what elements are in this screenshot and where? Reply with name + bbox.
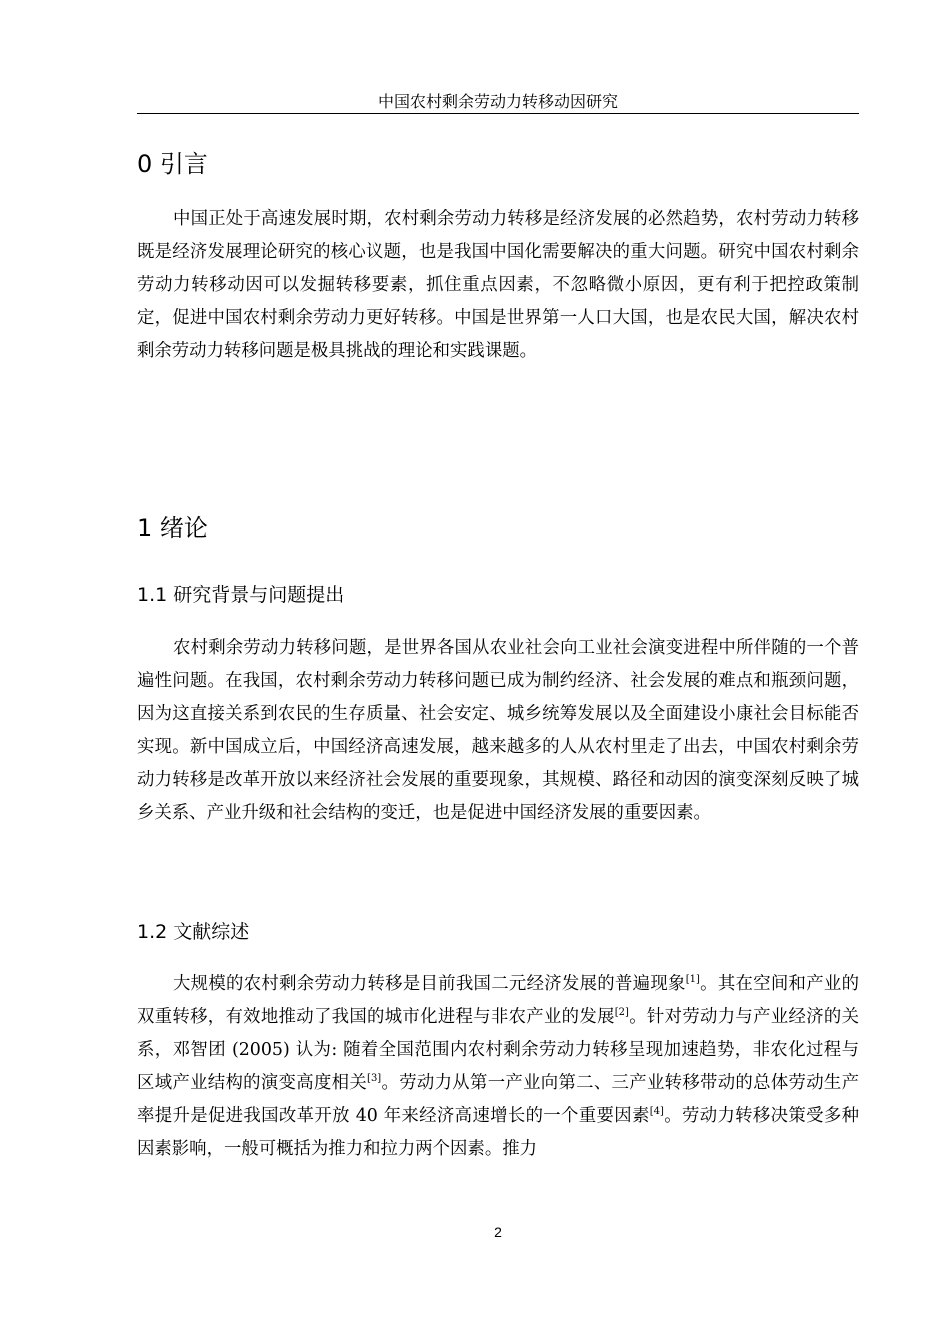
intro-heading: 0 引言 (137, 150, 208, 178)
running-header: 中国农村剩余劳动力转移动因研究 (377, 92, 618, 111)
text-segment: 大规模的农村剩余劳动力转移是目前我国二元经济发展的普遍现象 (173, 974, 686, 994)
citation-2: [2] (614, 1007, 629, 1019)
citation-3: [3] (367, 1073, 382, 1085)
text-segment: 。其在空间和产业的双重转移，有效地推动了我国的城市化进程与非农产业的发展 (137, 974, 859, 1027)
header-rule (137, 113, 859, 114)
citation-4: [4] (649, 1106, 664, 1118)
section-1-1-paragraph: 农村剩余劳动力转移问题，是世界各国从农业社会向工业社会演变进程中所伴随的一个普遍性问题。在我国，农村剩余劳动力转移问题已成为制约经济、社会发展的难点和瓶颈问题，因为这直接关系到农民的生存质量、社会安定、城乡统筹发展以及全面建设小康社会目标能否实现。新中国成立后，中国经济高速发展，越来越多的人从农村里走了出去，中国农村剩余劳动力转移是改革开放以来经济社会发展的重要现象，其规模、路径和动因的演变深刻反映了城乡关系、产业升级和社会结构的变迁，也是促进中国经济发展的重要因素。 (137, 638, 859, 823)
section-1-2-paragraph (137, 968, 859, 1166)
text-segment: 。针对劳动力与产业经济的关系，邓智团 (2005) 认为: 随着全国范围内农村剩余劳动力转移呈现加速趋势，非农化过程与区域产业结构的演变高度相关 (137, 1007, 859, 1093)
section-1-1-heading: 1.1 研究背景与问题提出 (137, 584, 345, 606)
text-segment: 。劳动力从第一产业向第二、三产业转移带动的总体劳动生产率提升是促进我国改革开放 40 年来经济高速增长的一个重要因素 (137, 1073, 859, 1126)
section-1-2-heading: 1.2 文献综述 (137, 921, 250, 943)
chapter1-heading: 1 绪论 (137, 514, 208, 542)
page-number: 2 (494, 1224, 502, 1240)
text-segment: 。劳动力转移决策受多种因素影响，一般可概括为推力和拉力两个因素。推力 (137, 1106, 859, 1159)
intro-paragraph: 中国正处于高速发展时期，农村剩余劳动力转移是经济发展的必然趋势，农村劳动力转移既是经济发展理论研究的核心议题，也是我国中国化需要解决的重大问题。研究中国农村剩余劳动力转移动因可以发掘转移要素，抓住重点因素，不忽略微小原因，更有利于把控政策制定，促进中国农村剩余劳动力更好转移。中国是世界第一人口大国，也是农民大国，解决农村剩余劳动力转移问题是极具挑战的理论和实践课题。 (137, 209, 859, 361)
citation-1: [1] (685, 974, 700, 986)
